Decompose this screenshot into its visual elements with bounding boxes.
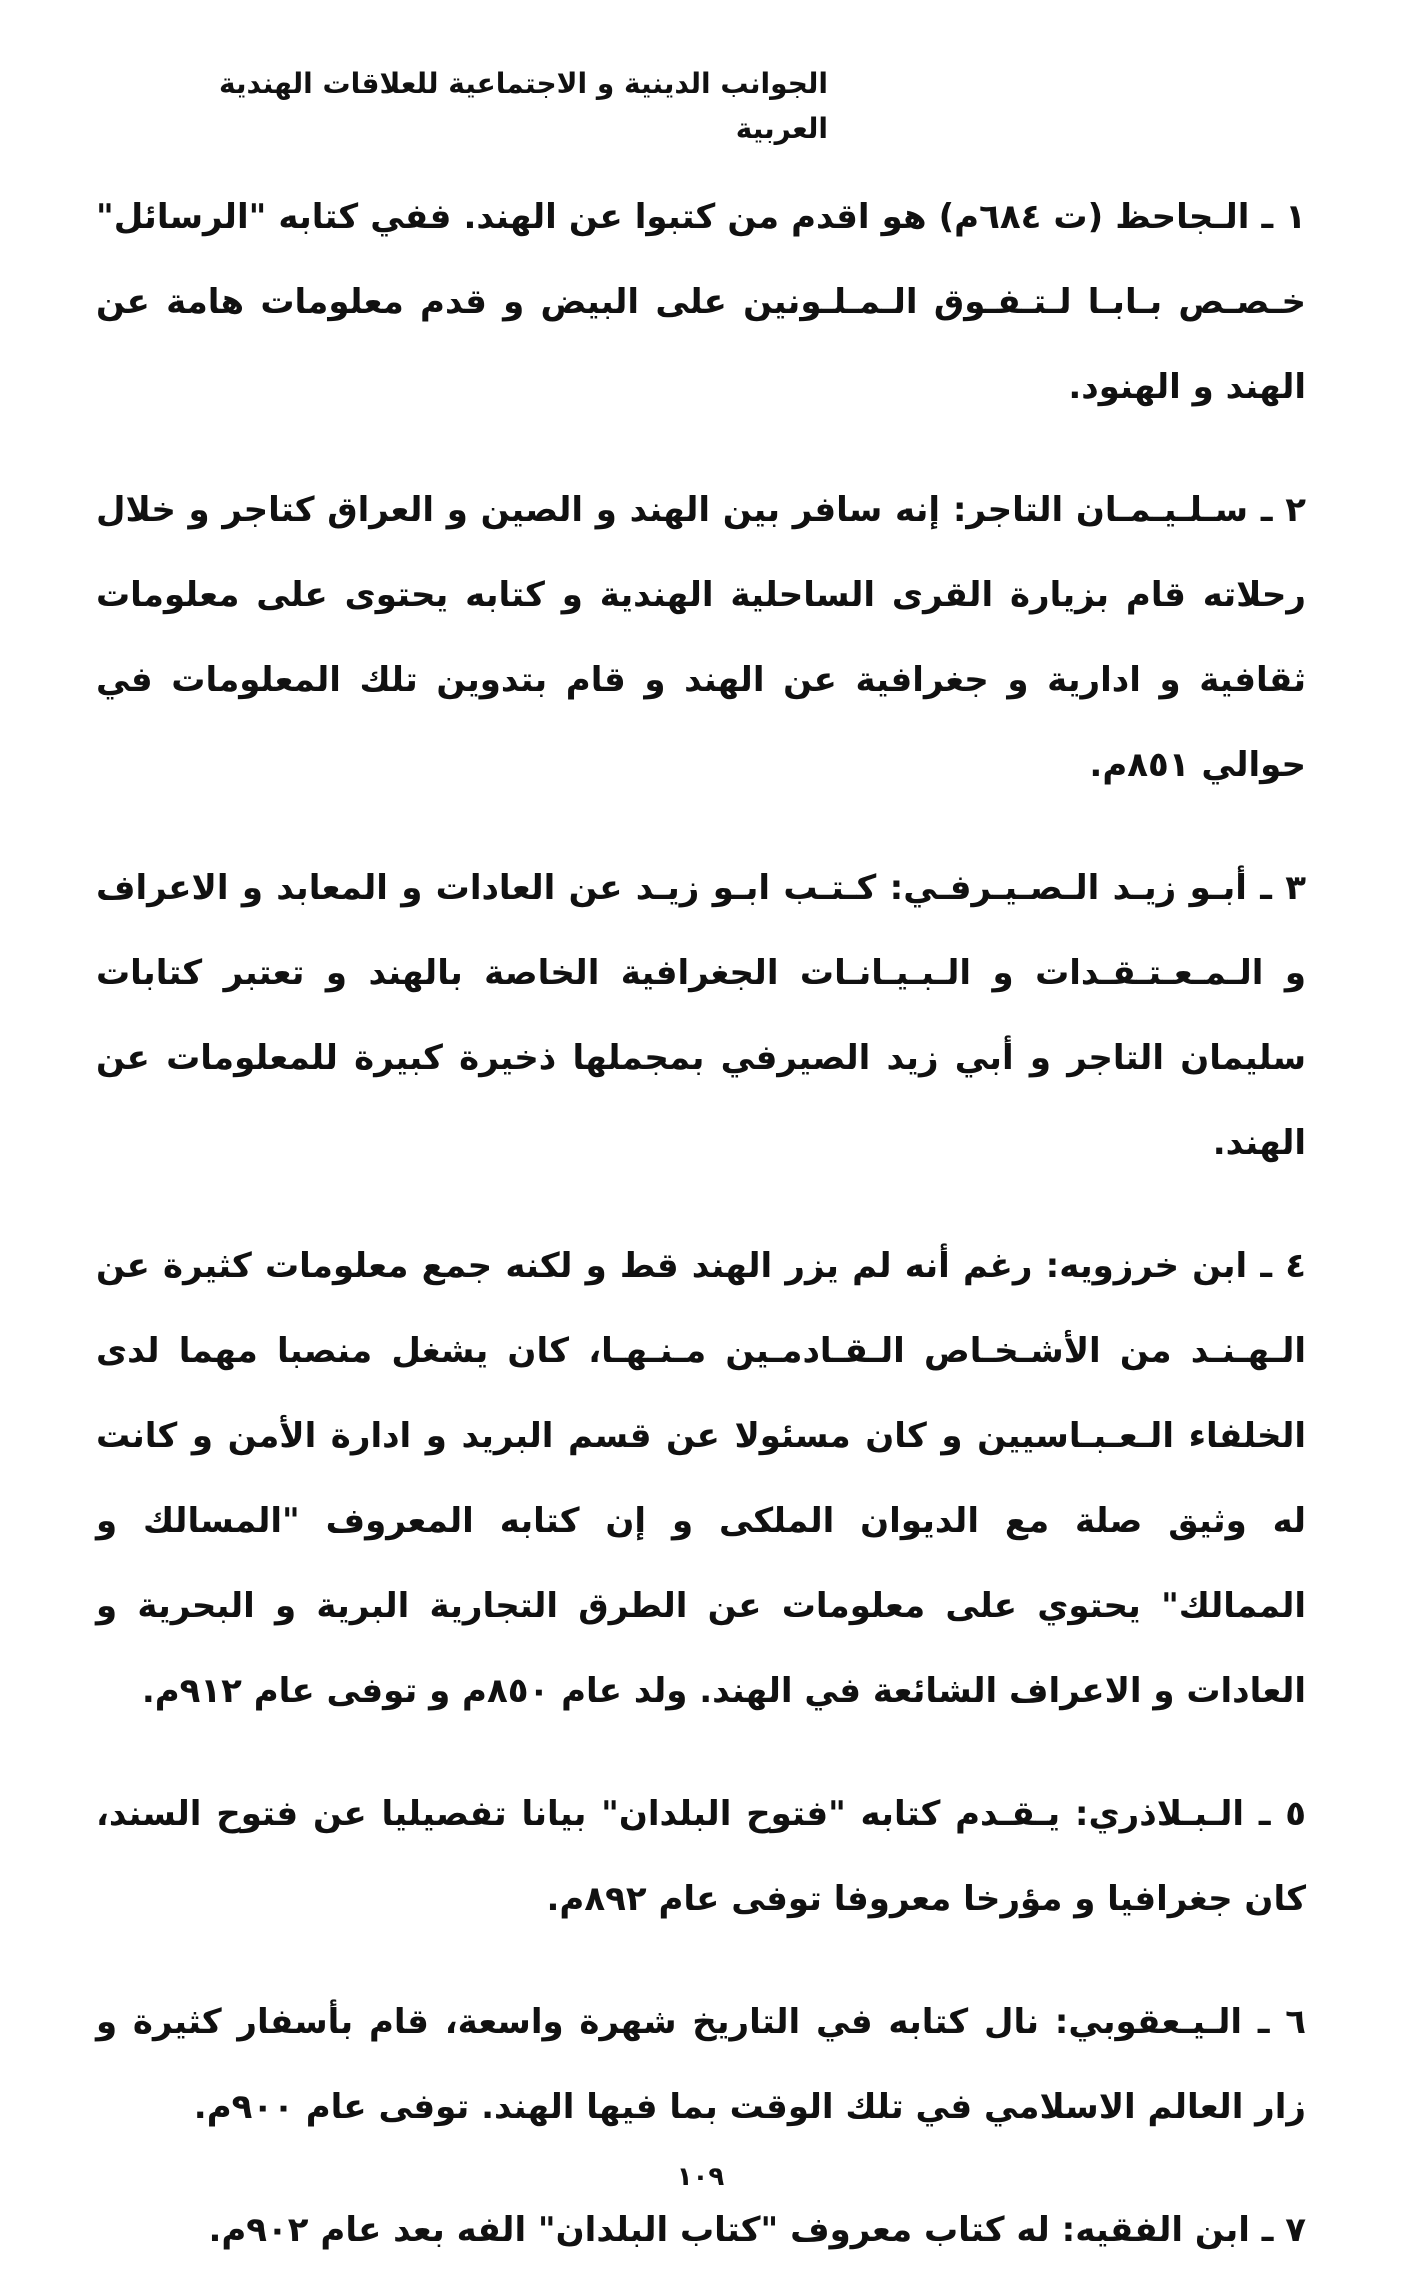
list-item — [96, 468, 1306, 808]
item-number: ١ ـ — [1261, 197, 1306, 237]
item-number: ٥ ـ — [1258, 1794, 1306, 1834]
item-number: ٢ ـ — [1260, 490, 1306, 530]
list-item — [96, 2188, 1306, 2273]
list-item — [96, 175, 1306, 430]
item-text: ابن الفقيه: له كتاب معروف "كتاب البلدان" الفه بعد عام ٩٠٢م. — [208, 2210, 1250, 2250]
item-number: ٤ ـ — [1260, 1246, 1306, 1286]
numbered-list — [96, 175, 1306, 2273]
item-text: الـيـعقوبي: نال كتابه في التاريخ شهرة واسعة، قام بأسفار كثيرة و زار العالم الاسلامي في تلك الوقت بما فيها الهند. توفى عام ٩٠٠م. — [96, 2002, 1306, 2127]
list-item — [96, 1772, 1306, 1942]
page-number: ١٠٩ — [676, 2162, 725, 2192]
item-text: سـلـيـمـان التاجر: إنه سافر بين الهند و الصين و العراق كتاجر و خلال رحلاته قام بزيارة القرى الساحلية الهندية و كتابه يحتوى على معلومات ثقافية و ادارية و جغرافية عن الهند و قام بتدوين تلك المعلومات في حوالي ٨٥١م. — [96, 490, 1306, 785]
list-item — [96, 1224, 1306, 1734]
item-number: ٦ ـ — [1257, 2002, 1306, 2042]
item-text: الـبـلاذري: يـقـدم كتابه "فتوح البلدان" بيانا تفصيليا عن فتوح السند، كان جغرافيا و مؤرخا معروفا توفى عام ٨٩٢م. — [96, 1794, 1306, 1919]
item-text: أبـو زيـد الـصـيـرفـي: كـتـب ابـو زيـد عن العادات و المعابد و الاعراف و الـمـعـتـقـدات و الـبـيـانـات الجغرافية الخاصة بالهند و تعتبر كتابات سليمان التاجر و أبي زيد الصيرفي بمجملها ذخيرة كبيرة للمعلومات عن الهند. — [96, 868, 1306, 1163]
item-text: ابن خرزويه: رغم أنه لم يزر الهند قط و لكنه جمع معلومات كثيرة عن الـهـنـد من الأشـخـاص الـقـادمـين مـنـهـا، كان يشغل منصبا مهما لدى الخلفاء الـعـبـاسيين و كان مسئولا عن قسم البريد و ادارة الأمن و كانت له وثيق صلة مع الديوان الملكى و إن كتابه المعروف "المسالك و الممالك" يحتوي على معلومات عن الطرق التجارية البرية و البحرية و العادات و الاعراف الشائعة في الهند. ولد عام ٨٥٠م و توفى عام ٩١٢م. — [96, 1246, 1306, 1711]
list-item — [96, 846, 1306, 1186]
item-number: ٧ ـ — [1261, 2210, 1306, 2250]
item-number: ٣ ـ — [1260, 868, 1306, 908]
list-item — [96, 1980, 1306, 2150]
running-header: الجوانب الدينية و الاجتماعية للعلاقات الهندية العربية — [219, 67, 828, 145]
item-text: الـجاحظ (ت ٦٨٤م) هو اقدم من كتبوا عن الهند. ففي كتابه "الرسائل" خـصـص بـابـا لـتـفـوق الـمـلـونين على البيض و قدم معلومات هامة عن الهند و الهنود. — [96, 197, 1306, 407]
